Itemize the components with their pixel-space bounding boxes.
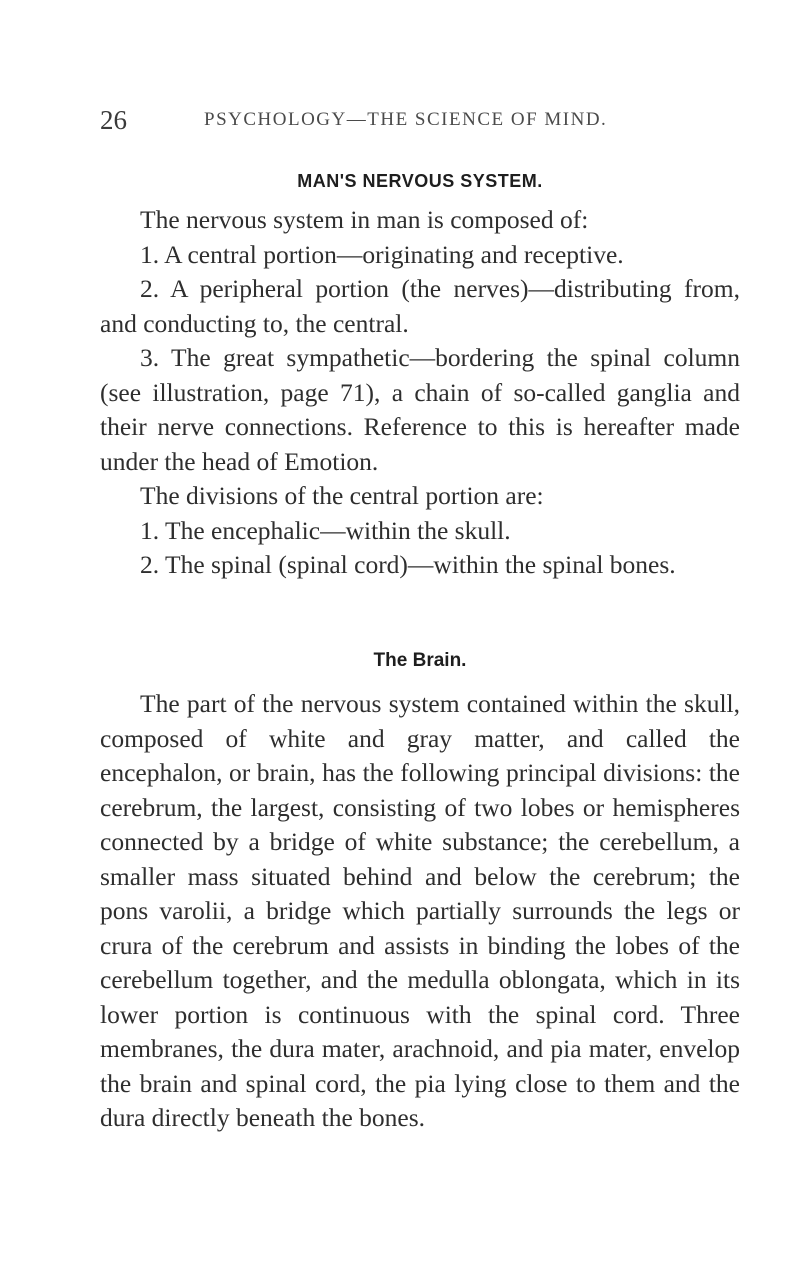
list-item-encephalic: 1. The encephalic—within the skull.: [140, 515, 511, 545]
brain-heading: The Brain.: [373, 650, 467, 671]
page-number: 26: [100, 105, 127, 135]
section-heading: MAN'S NERVOUS SYSTEM.: [297, 171, 543, 191]
nervous-system-text: [100, 203, 740, 583]
list-item-peripheral: 2. A peripheral portion (the nerves)—distributing from, and conducting to, the central.: [100, 274, 740, 338]
brain-text: [100, 687, 740, 1136]
intro-paragraph: The nervous system in man is composed of:: [140, 205, 589, 234]
list-item-spinal: 2. The spinal (spinal cord)—within the spinal bones.: [140, 550, 676, 579]
running-title: PSYCHOLOGY—THE SCIENCE OF MIND.: [204, 109, 608, 130]
running-head: [100, 100, 740, 140]
brain-paragraph: The part of the nervous system contained within the skull, composed of white and gray matter, and called the encephalon, or brain, has the following principal divisions: the cerebrum, the largest, consisting of two lobes or hemispheres connected by a bridge of white substance; the cerebellum, a smaller mass situated behind and below the cerebrum; the pons varolii, a bridge which partially surrounds the legs or crura of the cerebrum and assists in binding the lobes of the cerebellum together, and the medulla oblongata, which in its lower portion is continuous with the spinal cord. Three membranes, the dura mater, arachnoid, and pia mater, envelop the brain and spinal cord, the pia lying close to them and the dura directly beneath the bones.: [100, 689, 740, 1132]
divisions-intro: The divisions of the central portion are:: [140, 481, 544, 510]
list-item-sympathetic: 3. The great sympathetic—bordering the spinal column (see illustration, page 71), a chain of so-called ganglia and their nerve connections. Reference to this is hereafter made under the head of Emotion.: [100, 343, 740, 476]
list-item-central: 1. A central portion—originating and receptive.: [140, 239, 624, 269]
